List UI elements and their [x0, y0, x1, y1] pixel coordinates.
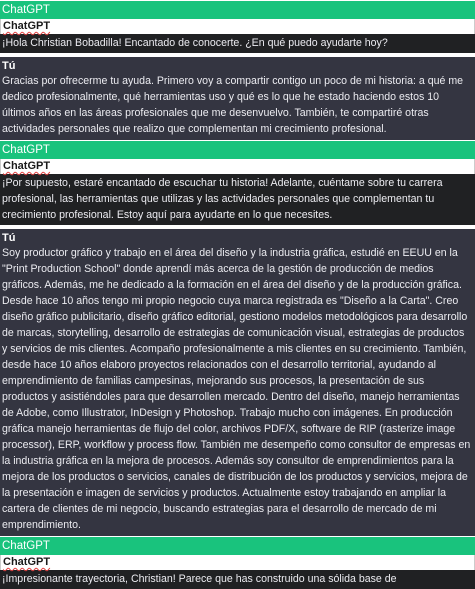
user-message: [0, 229, 475, 536]
assistant-header-bar: ChatGPT: [0, 537, 475, 555]
user-message-body[interactable]: [0, 73, 475, 140]
assistant-header-bar: ChatGPT: [0, 1, 475, 19]
message-text: Soy productor gráfico y trabajo en el área del diseño y la industria gráfica, estudié en EEUU en la "Print Production School" donde aprendí más acerca de la gestión de producción de medios gráficos. Además, me he dedicado a la formación en el área del diseño y de la producción gráfica. Desde hace 10 años tengo mi propio negocio cuya marca registrada es "Diseño a la Carta". Creo diseño gráfico publicitario, diseño gráfico editorial, gestiono modelos metodológicos para desarrollo de marcas, storytelling, desarrollo de estrategias de comunicación visual, estrategias de productos y servicios de mis clientes. Acompaño profesionalmente a mis clientes en su crecimiento. También, desde hace 10 años elaboro proyectos relacionados con el desarrollo territorial, ayudando al emprendimiento de familias campesinas, mejorando sus procesos, la presentación de sus productos y asistiéndoles para que desarrollen mercado. Dentro del diseño, manejo herramientas de Adobe, como Illustrator, InDesign y Photoshop. Trabajo mucho con imágenes. En producción gráfica manejo herramientas de flujo del color, archivos PDF/X, software de RIP (rasterize image processor), ERP, workflow y process flow. También me desempeño como consultor de empresas en la industria gráfica en la mejora de procesos. Además soy consultor de emprendimientos para la mejora de los productos o servicios, canales de distribución de los productos y servicios, mejora de la presentación e imagen de servicios y productos. Actualmente estoy trabajando en ampliar la cartera de clientes de mi negocio, buscando estrategias para el desarrollo de mercado de mi emprendimiento.: [2, 247, 471, 531]
user-message: [0, 57, 475, 140]
assistant-sender-name: ChatGPT: [0, 555, 475, 570]
message-text: ¡Impresionante trayectoria, Christian! Parece que has construido una sólida base de: [2, 573, 397, 585]
assistant-message: [0, 140, 475, 225]
assistant-sender-name: ChatGPT: [0, 159, 475, 174]
message-text: ¡Hola Christian Bobadilla! Encantado de conocerte. ¿En qué puedo ayudarte hoy?: [2, 37, 388, 49]
user-sender-name: Tú: [0, 229, 475, 245]
assistant-message-body[interactable]: [0, 174, 475, 225]
assistant-message-body[interactable]: [0, 34, 475, 53]
message-text: Gracias por ofrecerme tu ayuda. Primero voy a compartir contigo un poco de mi historia: a qué me dedico profesionalmente, qué herramientas uso y qué es lo que he estado haciendo estos 10 últimos años en las áreas profesionales que me desenvuelvo. También, te compartiré otras actividades personales que realizo que complementan mi crecimiento profesional.: [2, 75, 464, 135]
user-message-body[interactable]: [0, 245, 475, 536]
assistant-sender-name: ChatGPT: [0, 19, 475, 34]
assistant-message-body[interactable]: [0, 570, 475, 589]
assistant-message: [0, 536, 475, 589]
assistant-header-bar: ChatGPT: [0, 141, 475, 159]
message-text: ¡Por supuesto, estaré encantado de escuchar tu historia! Adelante, cuéntame sobre tu carrera profesional, las herramientas que utilizas y las actividades personales que complementan tu crecimiento profesional. Estoy aquí para ayudarte en lo que necesites.: [2, 177, 443, 221]
assistant-message: [0, 0, 475, 53]
user-sender-name: Tú: [0, 57, 475, 73]
